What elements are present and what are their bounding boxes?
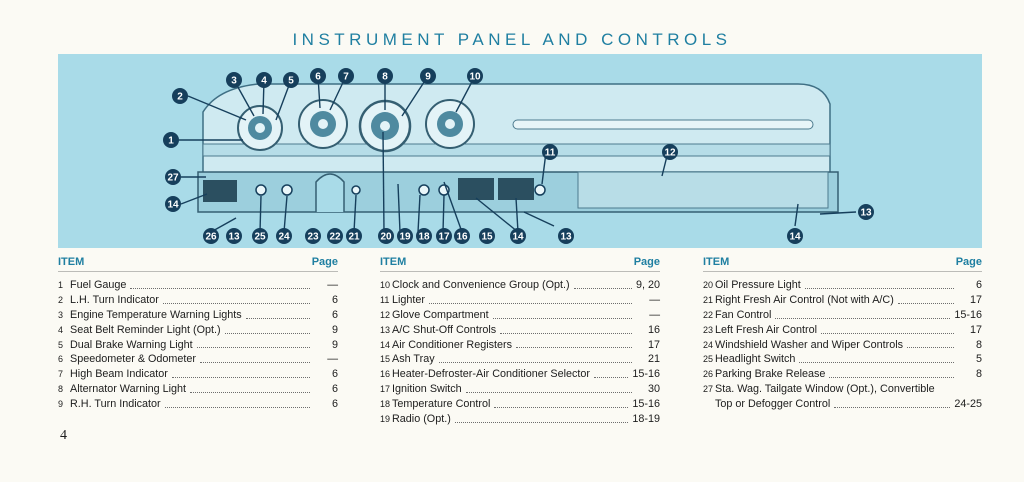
callout-marker bbox=[203, 228, 219, 244]
callout-marker bbox=[276, 228, 292, 244]
page-header: Page bbox=[955, 256, 982, 268]
item-page: 6 bbox=[331, 368, 338, 381]
item-label: High Beam Indicator bbox=[70, 368, 168, 381]
item-number: 16 bbox=[380, 369, 391, 380]
callout-marker bbox=[338, 68, 354, 84]
item-page: 6 bbox=[331, 383, 338, 396]
dot-leader bbox=[225, 333, 310, 334]
page-header: Page bbox=[633, 256, 660, 268]
callout-marker bbox=[858, 204, 874, 220]
svg-text:17: 17 bbox=[438, 231, 450, 243]
callout-marker bbox=[542, 144, 558, 160]
item-column-1 bbox=[58, 255, 338, 412]
item-number: 22 bbox=[703, 309, 714, 320]
item-number: 15 bbox=[380, 354, 391, 365]
item-label: Engine Temperature Warning Lights bbox=[70, 308, 242, 321]
item-label: Dual Brake Warning Light bbox=[70, 338, 193, 351]
svg-text:12: 12 bbox=[664, 147, 676, 159]
callout-marker bbox=[165, 169, 181, 185]
svg-text:22: 22 bbox=[329, 231, 341, 243]
callout-marker bbox=[305, 228, 321, 244]
dot-leader bbox=[190, 392, 310, 393]
item-row bbox=[380, 382, 660, 397]
callout-marker bbox=[397, 228, 413, 244]
dot-leader bbox=[799, 362, 954, 363]
item-row bbox=[703, 338, 982, 353]
dot-leader bbox=[200, 362, 310, 363]
item-page: 24-25 bbox=[954, 398, 982, 411]
svg-text:11: 11 bbox=[544, 147, 556, 159]
item-label: Alternator Warning Light bbox=[70, 383, 187, 396]
item-number: 27 bbox=[703, 384, 714, 395]
item-label: Temperature Control bbox=[392, 398, 491, 411]
svg-text:15: 15 bbox=[481, 231, 493, 243]
item-row bbox=[380, 412, 660, 427]
item-number: 26 bbox=[703, 369, 714, 380]
item-page: — bbox=[649, 308, 660, 321]
center-register-left bbox=[458, 178, 494, 200]
item-row bbox=[380, 308, 660, 323]
item-label: Windshield Washer and Wiper Controls bbox=[715, 338, 904, 351]
item-number: 12 bbox=[380, 309, 391, 320]
gauge-fuel bbox=[238, 106, 282, 150]
dot-leader bbox=[907, 347, 954, 348]
svg-text:3: 3 bbox=[231, 75, 237, 87]
item-header: ITEM bbox=[703, 256, 730, 268]
item-page: 8 bbox=[975, 338, 982, 351]
item-page: 17 bbox=[647, 338, 660, 351]
item-label: Radio (Opt.) bbox=[392, 413, 451, 425]
left-register-vent bbox=[203, 180, 237, 202]
svg-text:4: 4 bbox=[261, 75, 267, 87]
item-page: — bbox=[327, 353, 338, 366]
item-page: 6 bbox=[331, 308, 338, 321]
item-label: Seat Belt Reminder Light (Opt.) bbox=[70, 323, 221, 336]
svg-text:1: 1 bbox=[168, 135, 174, 147]
svg-text:6: 6 bbox=[315, 71, 321, 83]
item-row bbox=[380, 323, 660, 338]
item-header: ITEM bbox=[58, 256, 85, 268]
callout-marker bbox=[283, 72, 299, 88]
callout-marker bbox=[252, 228, 268, 244]
dot-leader bbox=[805, 288, 954, 289]
item-number: 7 bbox=[58, 369, 64, 380]
callout-marker bbox=[346, 228, 362, 244]
svg-text:5: 5 bbox=[288, 75, 294, 87]
svg-text:24: 24 bbox=[278, 231, 290, 243]
item-header: ITEM bbox=[380, 256, 407, 268]
item-row bbox=[703, 308, 982, 323]
item-label: Parking Brake Release bbox=[715, 368, 826, 381]
item-number: 21 bbox=[703, 294, 714, 305]
item-number: 25 bbox=[703, 354, 714, 365]
callout-marker bbox=[436, 228, 452, 244]
item-row bbox=[58, 293, 338, 308]
item-number: 17 bbox=[380, 384, 391, 395]
svg-text:14: 14 bbox=[789, 231, 801, 243]
dot-leader bbox=[500, 333, 632, 334]
item-label: Headlight Switch bbox=[715, 353, 796, 366]
page-title: INSTRUMENT PANEL AND CONTROLS bbox=[292, 30, 732, 49]
callout-marker bbox=[310, 68, 326, 84]
dot-leader bbox=[439, 362, 632, 363]
callout-marker bbox=[378, 228, 394, 244]
item-number: 20 bbox=[703, 279, 714, 290]
dot-leader bbox=[493, 318, 632, 319]
item-label: Right Fresh Air Control (Not with A/C) bbox=[715, 293, 894, 306]
item-page: 5 bbox=[975, 353, 982, 366]
callout-marker bbox=[558, 228, 574, 244]
item-number: 14 bbox=[380, 339, 391, 350]
item-number: 10 bbox=[380, 279, 391, 290]
item-label: Air Conditioner Registers bbox=[392, 338, 513, 351]
svg-text:10: 10 bbox=[469, 71, 481, 83]
item-number: 13 bbox=[380, 324, 391, 335]
item-page: 8 bbox=[975, 368, 982, 381]
svg-text:16: 16 bbox=[456, 231, 468, 243]
item-number: 9 bbox=[58, 399, 64, 410]
glove-compartment bbox=[578, 172, 828, 208]
item-number: 6 bbox=[58, 354, 64, 365]
dot-leader bbox=[429, 303, 632, 304]
page-header: Page bbox=[311, 256, 338, 268]
item-label: Heater-Defroster-Air Conditioner Selector bbox=[392, 368, 591, 381]
dot-leader bbox=[172, 377, 310, 378]
gauge-clock bbox=[426, 100, 474, 148]
svg-text:21: 21 bbox=[348, 231, 360, 243]
item-row bbox=[380, 338, 660, 353]
item-label: L.H. Turn Indicator bbox=[70, 293, 159, 306]
item-row bbox=[380, 397, 660, 412]
center-register-right bbox=[498, 178, 534, 200]
callout-marker bbox=[226, 72, 242, 88]
item-label: Oil Pressure Light bbox=[715, 278, 801, 291]
item-page: 6 bbox=[331, 293, 338, 306]
item-row bbox=[58, 397, 338, 412]
item-label: Glove Compartment bbox=[392, 308, 489, 321]
item-row bbox=[703, 293, 982, 308]
svg-text:13: 13 bbox=[228, 231, 240, 243]
callout-marker bbox=[787, 228, 803, 244]
page-number: 4 bbox=[60, 428, 67, 443]
svg-text:27: 27 bbox=[167, 172, 179, 184]
item-row bbox=[703, 367, 982, 382]
knob-wiper bbox=[282, 185, 292, 195]
dot-leader bbox=[466, 392, 632, 393]
callout-marker bbox=[256, 72, 272, 88]
callout-marker bbox=[467, 68, 483, 84]
dot-leader bbox=[821, 333, 954, 334]
item-page: 17 bbox=[969, 293, 982, 306]
dot-leader bbox=[163, 303, 310, 304]
item-column-2 bbox=[380, 255, 660, 427]
callout-marker bbox=[163, 132, 179, 148]
dot-leader bbox=[165, 407, 310, 408]
callout-marker bbox=[510, 228, 526, 244]
item-page: 15-16 bbox=[632, 368, 660, 381]
dot-leader bbox=[455, 422, 629, 423]
callout-marker bbox=[172, 88, 188, 104]
item-label: R.H. Turn Indicator bbox=[70, 398, 161, 411]
item-number: 4 bbox=[58, 324, 64, 335]
callout-marker bbox=[662, 144, 678, 160]
dot-leader bbox=[594, 377, 628, 378]
item-page: 9 bbox=[331, 323, 338, 336]
item-page: 15-16 bbox=[632, 398, 660, 411]
item-label: Top or Defogger Control bbox=[715, 398, 831, 411]
dot-leader bbox=[834, 407, 950, 408]
item-label: Fan Control bbox=[715, 308, 772, 321]
item-row bbox=[380, 367, 660, 382]
knob-temperature bbox=[419, 185, 429, 195]
svg-text:18: 18 bbox=[418, 231, 430, 243]
item-row bbox=[58, 382, 338, 397]
item-row bbox=[703, 278, 982, 293]
dot-leader bbox=[246, 318, 310, 319]
item-label: Sta. Wag. Tailgate Window (Opt.), Convertible bbox=[715, 383, 935, 396]
item-page: — bbox=[327, 278, 338, 291]
item-label: Ignition Switch bbox=[392, 383, 462, 396]
knob-headlight bbox=[256, 185, 266, 195]
glove-box-trim bbox=[513, 120, 813, 129]
item-number: 11 bbox=[380, 294, 390, 305]
item-number: 24 bbox=[703, 339, 714, 350]
svg-text:13: 13 bbox=[560, 231, 572, 243]
item-row bbox=[703, 323, 982, 338]
item-page: 9 bbox=[331, 338, 338, 351]
item-number: 1 bbox=[58, 279, 64, 290]
item-row bbox=[58, 278, 338, 293]
item-column-3 bbox=[703, 255, 982, 412]
item-label: Ash Tray bbox=[392, 353, 435, 366]
item-row bbox=[58, 352, 338, 367]
svg-text:7: 7 bbox=[343, 71, 349, 83]
gauge-speedometer bbox=[299, 100, 347, 148]
callout-marker bbox=[327, 228, 343, 244]
item-label: Lighter bbox=[392, 293, 426, 306]
item-page: 30 bbox=[647, 383, 660, 396]
item-number: 2 bbox=[58, 294, 64, 305]
item-row bbox=[380, 352, 660, 367]
dot-leader bbox=[494, 407, 628, 408]
dash-trim-strip bbox=[203, 144, 830, 156]
item-page: — bbox=[649, 293, 660, 306]
callout-marker bbox=[165, 196, 181, 212]
item-row bbox=[380, 278, 660, 293]
item-page: 6 bbox=[975, 278, 982, 291]
item-row bbox=[380, 293, 660, 308]
item-page: 21 bbox=[647, 353, 660, 366]
item-number: 5 bbox=[58, 339, 64, 350]
steering-column-opening bbox=[316, 174, 344, 212]
item-number: 23 bbox=[703, 324, 714, 335]
dot-leader bbox=[130, 288, 310, 289]
callout-marker bbox=[416, 228, 432, 244]
svg-text:14: 14 bbox=[167, 199, 179, 211]
item-label: Clock and Convenience Group (Opt.) bbox=[392, 278, 570, 291]
svg-text:8: 8 bbox=[382, 71, 388, 83]
callout-marker bbox=[226, 228, 242, 244]
item-label: Speedometer & Odometer bbox=[70, 353, 197, 366]
dot-leader bbox=[197, 347, 310, 348]
item-label: A/C Shut-Off Controls bbox=[392, 323, 497, 336]
svg-text:2: 2 bbox=[177, 91, 183, 103]
callout-marker bbox=[420, 68, 436, 84]
dot-leader bbox=[516, 347, 632, 348]
item-row bbox=[58, 323, 338, 338]
svg-text:25: 25 bbox=[254, 231, 266, 243]
item-page: 15-16 bbox=[954, 308, 982, 321]
item-number: 18 bbox=[380, 399, 391, 410]
callout-marker bbox=[454, 228, 470, 244]
item-row bbox=[58, 338, 338, 353]
knob-lighter bbox=[535, 185, 545, 195]
item-row bbox=[703, 352, 982, 367]
item-number: 3 bbox=[58, 309, 64, 320]
svg-text:14: 14 bbox=[512, 231, 524, 243]
dot-leader bbox=[829, 377, 954, 378]
item-row bbox=[58, 367, 338, 382]
item-label: Left Fresh Air Control bbox=[715, 323, 818, 336]
item-page: 18-19 bbox=[632, 413, 660, 425]
instrument-panel-illustration bbox=[58, 54, 982, 248]
dot-leader bbox=[574, 288, 632, 289]
item-row bbox=[58, 308, 338, 323]
callout-marker bbox=[479, 228, 495, 244]
item-page: 6 bbox=[331, 398, 338, 411]
item-number: 19 bbox=[380, 414, 391, 424]
dot-leader bbox=[775, 318, 950, 319]
svg-text:26: 26 bbox=[205, 231, 217, 243]
item-page: 16 bbox=[647, 323, 660, 336]
item-page: 9, 20 bbox=[635, 278, 660, 291]
svg-text:9: 9 bbox=[425, 71, 431, 83]
svg-text:20: 20 bbox=[380, 231, 392, 243]
svg-text:23: 23 bbox=[307, 231, 319, 243]
callout-marker bbox=[377, 68, 393, 84]
svg-text:19: 19 bbox=[399, 231, 411, 243]
svg-text:13: 13 bbox=[860, 207, 872, 219]
item-row bbox=[703, 397, 982, 412]
item-label: Fuel Gauge bbox=[70, 278, 127, 291]
dot-leader bbox=[898, 303, 954, 304]
knob-fan bbox=[352, 186, 360, 194]
item-page: 17 bbox=[969, 323, 982, 336]
item-row bbox=[703, 382, 982, 397]
item-number: 8 bbox=[58, 384, 64, 395]
